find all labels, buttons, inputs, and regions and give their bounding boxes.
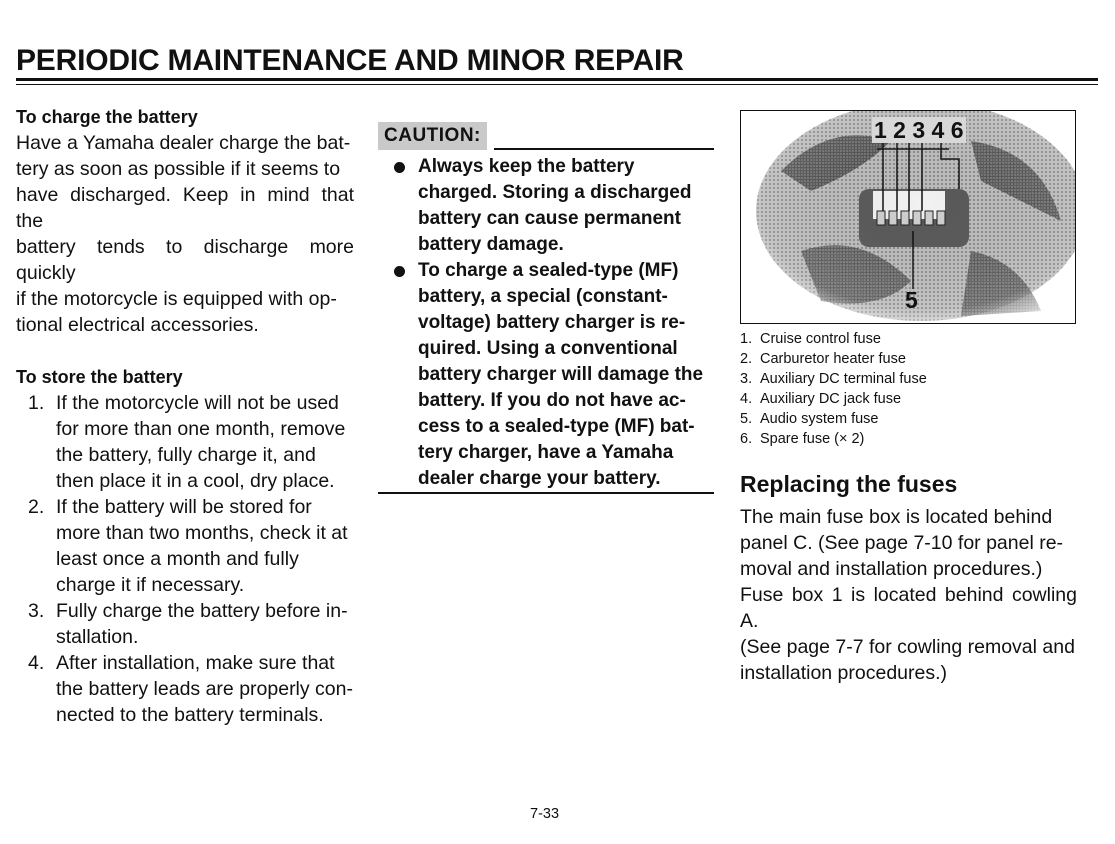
header-rule-thick: [16, 78, 1098, 81]
text-line: battery charger will damage the: [418, 364, 704, 385]
text-line: for more than one month, remove: [56, 418, 346, 440]
legend-number: 2.: [740, 351, 753, 367]
list-item: [16, 494, 354, 598]
list-item: [740, 369, 1080, 389]
text-line: Fuse box 1 is located behind cowling A.: [740, 584, 1077, 632]
text-line: nected to the battery terminals.: [56, 704, 324, 726]
list-item: [740, 349, 1080, 369]
caution-end-rule: [378, 492, 714, 494]
left-column: [16, 104, 354, 728]
text-line: Always keep the battery: [418, 156, 635, 177]
text-line: stallation.: [56, 626, 139, 648]
fuse-legend: [740, 329, 1080, 449]
fuse-box-photo: [740, 110, 1076, 324]
text-line: installation procedures.): [740, 662, 948, 684]
fuse-callout-numbers: 1 2 3 4 6: [874, 117, 964, 143]
legend-text: Carburetor heater fuse: [760, 351, 906, 367]
charge-battery-heading: To charge the battery: [16, 107, 198, 127]
legend-text: Spare fuse (× 2): [760, 431, 865, 447]
store-battery-steps: [16, 390, 354, 728]
fuse-callout-five: 5: [905, 287, 918, 313]
text-line: moval and installation procedures.): [740, 558, 1043, 580]
text-line: voltage) battery charger is re-: [418, 312, 686, 333]
text-line: To charge a sealed-type (MF): [418, 260, 679, 281]
text-line: tery as soon as possible if it seems to: [16, 158, 341, 180]
text-line: the battery, fully charge it, and: [56, 444, 316, 466]
legend-number: 3.: [740, 371, 753, 387]
text-line: (See page 7-7 for cowling removal and: [740, 636, 1075, 658]
text-line: cess to a sealed-type (MF) bat-: [418, 416, 695, 437]
text-line: least once a month and fully: [56, 548, 299, 570]
step-number: 3.: [28, 600, 45, 622]
replacing-fuses-body: [740, 504, 1077, 686]
list-item: [392, 154, 714, 258]
text-line: quired. Using a conventional: [418, 338, 678, 359]
text-line: Have a Yamaha dealer charge the bat-: [16, 132, 351, 154]
text-line: battery, a special (constant-: [418, 286, 668, 307]
store-battery-heading: To store the battery: [16, 367, 183, 387]
bullet-icon: [394, 266, 405, 277]
list-item: [392, 258, 714, 492]
text-line: Fully charge the battery before in-: [56, 600, 348, 622]
list-item: [16, 650, 354, 728]
legend-number: 4.: [740, 391, 753, 407]
text-line: battery tends to discharge more quickly: [16, 236, 354, 284]
text-line: then place it in a cool, dry place.: [56, 470, 335, 492]
legend-text: Cruise control fuse: [760, 331, 881, 347]
fuse-legend-list: [740, 329, 1080, 449]
text-line: tional electrical accessories.: [16, 314, 259, 336]
list-item: [740, 429, 1080, 449]
page-number: 7-33: [530, 806, 560, 822]
text-line: battery can cause permanent: [418, 208, 681, 229]
legend-text: Auxiliary DC jack fuse: [760, 391, 902, 407]
header-rule-thin: [16, 84, 1098, 85]
caution-body: [392, 154, 714, 492]
step-number: 2.: [28, 496, 45, 518]
list-item: [740, 409, 1080, 429]
legend-text: Audio system fuse: [760, 411, 879, 427]
caution-list: [392, 154, 714, 492]
text-line: panel C. (See page 7-10 for panel re-: [740, 532, 1064, 554]
text-line: If the motorcycle will not be used: [56, 392, 339, 414]
text-line: battery. If you do not have ac-: [418, 390, 686, 411]
list-item: [16, 598, 354, 650]
text-line: charged. Storing a discharged: [418, 182, 692, 203]
text-line: more than two months, check it at: [56, 522, 348, 544]
legend-number: 1.: [740, 331, 753, 347]
text-line: If the battery will be stored for: [56, 496, 312, 518]
legend-text: Auxiliary DC terminal fuse: [760, 371, 927, 387]
text-line: After installation, make sure that: [56, 652, 335, 674]
text-line: have discharged. Keep in mind that the: [16, 184, 354, 232]
text-line: charge it if necessary.: [56, 574, 245, 596]
text-line: the battery leads are properly con-: [56, 678, 353, 700]
charge-battery-paragraph: [16, 130, 354, 338]
caution-header: [378, 122, 714, 150]
legend-number: 6.: [740, 431, 753, 447]
text-line: tery charger, have a Yamaha: [418, 442, 674, 463]
step-number: 1.: [28, 392, 45, 414]
list-item: [16, 390, 354, 494]
page-title: PERIODIC MAINTENANCE AND MINOR REPAIR: [16, 44, 684, 77]
step-number: 4.: [28, 652, 45, 674]
text-line: The main fuse box is located behind: [740, 506, 1053, 528]
bullet-icon: [394, 162, 405, 173]
text-line: dealer charge your battery.: [418, 468, 661, 489]
text-line: if the motorcycle is equipped with op-: [16, 288, 337, 310]
list-item: [740, 329, 1080, 349]
caution-label: CAUTION:: [378, 122, 487, 150]
replacing-fuses-heading: Replacing the fuses: [740, 471, 958, 497]
list-item: [740, 389, 1080, 409]
text-line: battery damage.: [418, 234, 564, 255]
legend-number: 5.: [740, 411, 753, 427]
caution-rule: [494, 148, 714, 150]
